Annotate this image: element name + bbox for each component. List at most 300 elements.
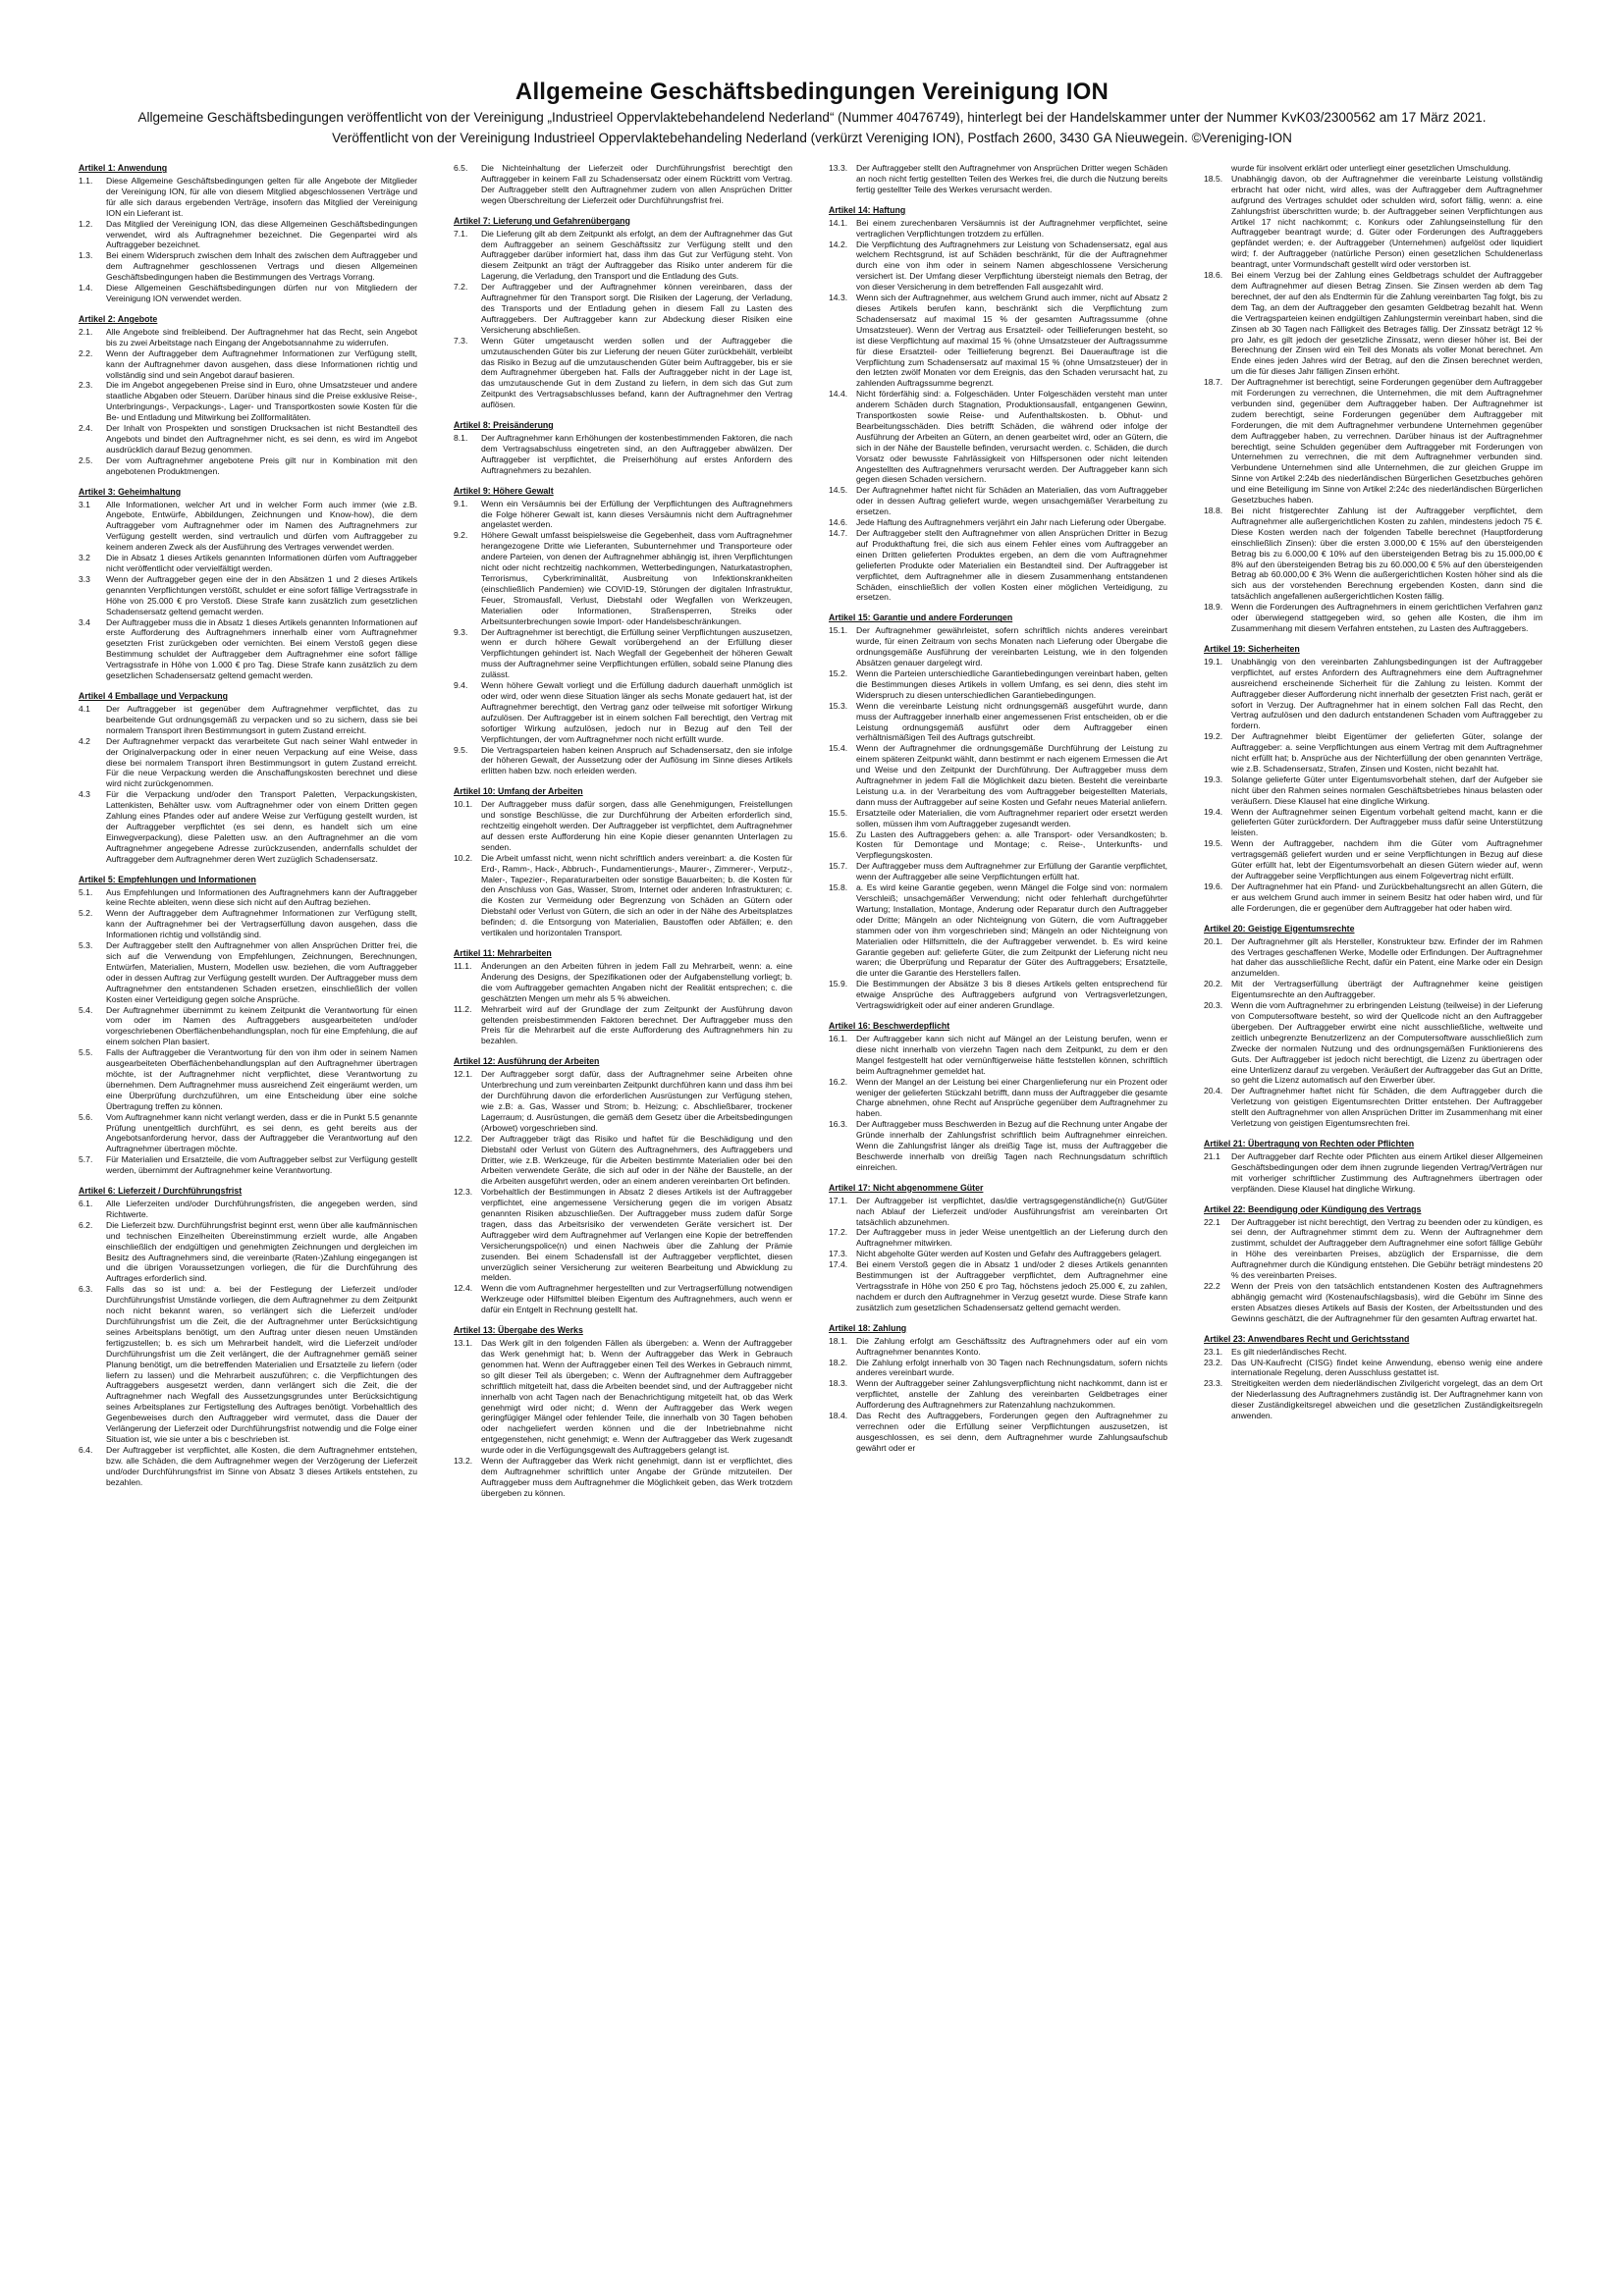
clause xyxy=(1204,1000,1543,1086)
clause-number: 14.6. xyxy=(829,517,848,528)
clause xyxy=(79,348,417,381)
clause-text: Die Vertragsparteien haben keinen Anspruch auf Schadensersatz, den sie infolge der höheren Gewalt, der Aussetzung oder der Auflösung im Sinne dieses Artikels erlitten haben bzw. noch erleiden werden. xyxy=(481,744,792,776)
clause xyxy=(829,1378,1167,1411)
clause-number: 11.2. xyxy=(454,1003,472,1014)
clause xyxy=(454,1456,792,1499)
clause-number: 15.1. xyxy=(829,625,848,636)
article xyxy=(829,205,1167,604)
clause-number: 2.2. xyxy=(79,347,93,358)
clause-text: Die Nichteinhaltung der Lieferzeit oder Durchführungsfrist berechtigt den Auftraggeber in keinem Fall zu Schadensersatz oder einem Rücktritt vom Vertrag. Der Auftraggeber stellt den Auftragnehmer zudem von allen Ansprüchen Dritter wegen Überschreitung der Lieferzeit oder Durchführungsfrist frei. xyxy=(481,163,792,205)
clause-number: 1.1. xyxy=(79,176,93,186)
article xyxy=(829,1323,1167,1454)
clause-text: Der Auftragnehmer bleibt Eigentümer der gelieferten Güter, solange der Auftraggeber: a. seine Verpflichtungen aus einem Vertrag mit dem Auftragnehmer nicht erfüllt hat; b. Ansprüche aus der Nichterfüllung der oben genannten Verträge, wie z.B. Schadensersatz, Strafen, Zinsen und Kosten, nicht bezahlt hat. xyxy=(1231,731,1543,774)
clause-number: 14.1. xyxy=(829,217,848,228)
clause xyxy=(829,1034,1167,1077)
clause xyxy=(1204,774,1543,807)
clause-number: 5.7. xyxy=(79,1154,93,1165)
clause-text: Der Auftragnehmer haftet nicht für Schäden an Materialien, das vom Auftraggeber oder in dessen Auftrag geliefert wurde, wegen unsachgemäßer Verarbeitung zu ersetzen. xyxy=(856,485,1167,517)
clause-number: 17.3. xyxy=(829,1249,848,1259)
clause-number: 20.3. xyxy=(1204,1000,1223,1011)
clause xyxy=(454,627,792,681)
clause xyxy=(79,1112,417,1155)
clause xyxy=(454,799,792,853)
clause-text: Bei einem zurechenbaren Versäumnis ist der Auftragnehmer verpflichtet, seine vertraglichen Verpflichtungen trotzdem zu erfüllen. xyxy=(856,217,1167,239)
clause xyxy=(1204,657,1543,731)
clause xyxy=(829,668,1167,701)
clause-text: Für Materialien und Ersatzteile, die vom Auftraggeber selbst zur Verfügung gestellt werden, übernimmt der Auftragnehmer keine Verantwortung. xyxy=(106,1154,417,1176)
clause-number: 3.2 xyxy=(79,553,90,563)
clause-text: Der Inhalt von Prospekten und sonstigen Drucksachen ist nicht Bestandteil des Angebots und bindet den Auftragnehmer nicht, es sei denn, es wird im Angebot ausdrücklich darauf Bezug genommen. xyxy=(106,423,417,454)
clause-number: 9.1. xyxy=(454,498,468,508)
clause-text: Der Auftraggeber stellt den Auftragnehmer von allen Ansprüchen Dritter in Bezug auf Produkthaftung frei, die sich aus einem Fehler eines vom Auftraggeber an einen Dritten gelieferten Produktes ergeben, an dem die vom Auftragnehmer gelieferten Produkte oder Materialien ein Bestandteil sind. Der Auftraggeber ist verpflichtet, dem Auftragnehmer alle in diesem Zusammenhang entstandenen Schäden, einschließlich der vollen Kosten einer möglichen Verteidigung, zu ersetzen. xyxy=(856,528,1167,603)
clause xyxy=(79,283,417,304)
clause xyxy=(1204,881,1543,914)
article xyxy=(1204,644,1543,914)
article xyxy=(454,948,792,1046)
clause xyxy=(829,517,1167,528)
clause xyxy=(829,1411,1167,1454)
clause-number: 14.3. xyxy=(829,293,848,303)
clause xyxy=(829,1336,1167,1358)
clause-text: Mehrarbeit wird auf der Grundlage der zum Zeitpunkt der Ausführung davon geltenden preisbestimmenden Faktoren berechnet. Der Auftraggeber muss den Preis für die Mehrarbeit auf die erste Aufforderung des Auftragnehmers hin zu bezahlen. xyxy=(481,1003,792,1046)
clause-text: Wenn die vereinbarte Leistung nicht ordnungsgemäß ausgeführt wurde, dann muss der Auftraggeber innerhalb einer angemessenen Frist entscheiden, ob er die Leistung ordnungsgemäß ausführt oder dem Auftraggeber einen verhältnismäßigen Teil des Auftrags gutschreibt. xyxy=(856,700,1167,743)
clause-text: Der Auftraggeber muss dem Auftragnehmer zur Erfüllung der Garantie verpflichtet, wenn der Auftraggeber alle seine Verpflichtungen erfüllt hat. xyxy=(856,861,1167,882)
clause-text: a. Es wird keine Garantie gegeben, wenn Mängel die Folge sind von: normalem Verschleiß; unsachgemäßer Verwendung; nicht oder fehlerhaft durchgeführter Wartung; Installation, Montage, Änderung oder Reparatur durch den Auftraggeber oder Dritte; Mängeln an oder Nichteignung von Gütern, die vom Auftraggeber stammen oder von ihm vorgeschrieben sind; Mängeln an oder Nichteignung von Materialien oder Hilfsmitteln, die der Auftraggeber verwendet. b. Es wird keine Garantie gegeben auf: gelieferte Güter, die zum Zeitpunkt der Lieferung nicht neu waren; die Überprüfung und Reparatur der Güter des Auftraggebers; Ersatzteile, die unter die Garantie des Herstellers fallen. xyxy=(856,882,1167,979)
clause-text: Bei einem Widerspruch zwischen dem Inhalt des zwischen dem Auftraggeber und dem Auftragnehmer geschlossenen Vertrags und diesen Allgemeinen Geschäftsbedingungen haben die Bestimmungen des Vertrags Vorrang. xyxy=(106,250,417,283)
clause-number: 16.2. xyxy=(829,1076,848,1087)
article-heading: Artikel 21: Übertragung von Rechten oder Pflichten xyxy=(1204,1138,1415,1148)
clause-text: Für die Verpackung und/oder den Transport Paletten, Verpackungskisten, Lattenkisten, Behälter usw. vom Auftragnehmer oder von einem Dritten gegen Zahlung eines Pfandes oder auf andere Weise zur Verfügung gestellt wurden, ist der Auftraggeber verpflichtet (es sei denn, es handelt sich um eine Einwegverpackung), diese Paletten usw. an den Auftragnehmer an die vom Auftragnehmer angegebene Adresse zurückzusenden, andernfalls schuldet der Auftraggeber dem Auftragnehmer deren Wert zuzüglich Schadensersatz. xyxy=(106,789,417,864)
clause xyxy=(79,1154,417,1176)
clause xyxy=(829,829,1167,862)
article-heading: Artikel 7: Lieferung und Gefahrenübergang xyxy=(454,215,630,226)
clause xyxy=(454,1283,792,1315)
clause-text: Wenn die Parteien unterschiedliche Garantiebedingungen vereinbart haben, gelten die Bestimmungen dieses Artikels in vollem Umfang, es sei denn, dies steht im Widerspruch zu diesen unterschiedlichen Garantiebedingungen. xyxy=(856,667,1167,700)
clause xyxy=(79,736,417,790)
clause-number: 19.1. xyxy=(1204,656,1223,667)
column-1 xyxy=(79,163,417,2264)
clause-number: 7.3. xyxy=(454,335,468,346)
clause-number: 22.2 xyxy=(1204,1281,1220,1291)
clause xyxy=(829,882,1167,979)
clause xyxy=(1204,731,1543,774)
clause xyxy=(1204,1086,1543,1129)
clause xyxy=(829,979,1167,1011)
clause xyxy=(829,389,1167,485)
clause-text: Wenn Güter umgetauscht werden sollen und der Auftraggeber die umzutauschenden Güter bis zur Lieferung der neuen Güter zurückbehält, verbleibt das Risiko in Bezug auf die umzutauschenden Güter beim Auftraggeber, bis er sie dem Auftragnehmer übergeben hat. Falls der Auftraggeber nicht in der Lage ist, das umzutauschende Gut in dem Zustand zu liefern, in dem sich das Gut zum Zeitpunkt des Vertragsabschlusses befand, kann der Auftragnehmer den Vertrag auflösen. xyxy=(481,335,792,410)
clause-number: 19.6. xyxy=(1204,881,1223,891)
clause-number: 8.1. xyxy=(454,433,468,444)
clause-number: 4.2 xyxy=(79,735,90,746)
clause-number: 13.1. xyxy=(454,1338,473,1349)
clause-text: Wenn der Auftraggeber dem Auftragnehmer Informationen zur Verfügung stellt, kann der Auftragnehmer bei der Vertragserfüllung davon ausgehen, dass die Informationen richtig und vollständig sind. xyxy=(106,908,417,940)
clause xyxy=(1204,1151,1543,1195)
clause xyxy=(1204,936,1543,980)
article xyxy=(1204,163,1543,634)
clause-number: 23.2. xyxy=(1204,1357,1223,1367)
header-line-2: Veröffentlicht von der Vereinigung Industrieel Oppervlaktebehandeling Nederland (verkürzt Vereniging ION), Postfach 2600, 3430 GA Nieuwegein. ©Vereniging-ION xyxy=(332,131,1292,145)
clause xyxy=(1204,807,1543,839)
clause-number: 5.5. xyxy=(79,1047,93,1058)
clause-number: 17.2. xyxy=(829,1227,848,1238)
clause-number: 10.2. xyxy=(454,852,473,863)
clause-text: Bei einem Verstoß gegen die in Absatz 1 und/oder 2 dieses Artikels genannten Bestimmungen ist der Auftraggeber verpflichtet, dem Auftragnehmer eine Vertragsstrafe in Höhe von 250 € pro Tag, höchstens jedoch 25.000 €, zu zahlen, nachdem er durch den Auftragnehmer in Verzug gesetzt wurde. Diese Strafe kann zusätzlich zum gesetzlichen Schadensersatz geltend gemacht werden. xyxy=(856,1259,1167,1312)
clause-number: 23.3. xyxy=(1204,1378,1223,1389)
clause xyxy=(79,704,417,736)
clause xyxy=(1204,602,1543,634)
clause-number: 5.3. xyxy=(79,940,93,951)
clause xyxy=(1204,1358,1543,1379)
clause-text: Falls das so ist und: a. bei der Festlegung der Lieferzeit und/oder Durchführungsfrist Umstände vorliegen, die dem Auftragnehmer zu dem Zeitpunkt noch nicht bekannt waren, so verlängert sich die Lieferzeit und/oder Durchführungsfrist um die Zeit, die der Auftragnehmer unter Berücksichtigung seines Arbeitsplans benötigt, um den Auftrag unter diesen neuen Umständen fertigzustellen; b. es sich um Mehrarbeit handelt, wird die Lieferzeit und/oder Durchführungsfrist um die Zeit verlängert, die der Auftragnehmer gemäß seiner Planung benötigt, um die betreffenden Materialien und Ersatzteile zu liefern (oder liefern zu lassen) und die Mehrarbeit auszuführen; c. die Verpflichtungen des Auftraggebers ausgesetzt werden, dann verlängert sich die Zeit, die der Auftragnehmer nach Wegfall des Aussetzungsgrundes unter Berücksichtigung seines Arbeitsplanes zur Fertigstellung des Auftrages benötigt. Vorbehaltlich des Gegenbeweises durch den Auftraggeber wird vermutet, dass die Dauer der Verlängerung der Lieferzeit oder Durchführungsfrist notwendig und die Folge einer Situation ist, wie sie unter a bis c beschrieben ist. xyxy=(106,1284,417,1444)
clause-text: Diese Allgemeine Geschäftsbedingungen gelten für alle Angebote der Mitglieder der Vereinigung ION, für alle von diesem Mitglied abgeschlossenen Verträge und für alle sich daraus ergebenden Verträge, insofern das Mitglied der Vereinigung ION ein Lieferant ist. xyxy=(106,176,417,218)
clause-text: Wenn ein Versäumnis bei der Erfüllung der Verpflichtungen des Auftragnehmers die Folge höherer Gewalt ist, kann dieses Versäumnis nicht dem Auftragnehmer angelastet werden. xyxy=(481,498,792,530)
clause-number: 6.1. xyxy=(79,1199,93,1209)
article xyxy=(829,163,1167,195)
clause-text: Aus Empfehlungen und Informationen des Auftragnehmers kann der Auftraggeber keine Rechte ableiten, wenn diese sich nicht auf den Auftrag beziehen. xyxy=(106,886,417,908)
article xyxy=(79,1186,417,1487)
clause-text: Jede Haftung des Auftragnehmers verjährt ein Jahr nach Lieferung oder Übergabe. xyxy=(856,517,1166,528)
clause xyxy=(1204,174,1543,270)
article xyxy=(1204,1204,1543,1324)
clause xyxy=(79,500,417,554)
article-heading: Artikel 18: Zahlung xyxy=(829,1322,907,1333)
clause-number: 5.6. xyxy=(79,1111,93,1122)
clause-number: 19.5. xyxy=(1204,838,1223,849)
clause-number: 17.4. xyxy=(829,1259,848,1270)
clause-number: 15.9. xyxy=(829,979,848,989)
article-heading: Artikel 16: Beschwerdepflicht xyxy=(829,1020,950,1031)
clause-number: 18.3. xyxy=(829,1378,848,1389)
clause xyxy=(1204,1217,1543,1281)
clause-text: Der Auftraggeber ist verpflichtet, alle Kosten, die dem Auftragnehmer entstehen, bzw. alle Schäden, die dem Auftragnehmer wegen der Verzögerung der Lieferzeit und/oder Durchführungsfrist im Sinne von Absatz 3 dieses Artikels entstehen, zu bezahlen. xyxy=(106,1444,417,1487)
clause-number: 14.5. xyxy=(829,485,848,496)
clause-text: Solange gelieferte Güter unter Eigentumsvorbehalt stehen, darf der Aufgeber sie nicht über den Rahmen seines normalen Geschäftsbetriebes hinaus belasten oder veräußern. Diese Klausel hat eine dingliche Wirkung. xyxy=(1231,774,1543,806)
clause xyxy=(829,625,1167,668)
clause-text: wurde für insolvent erklärt oder unterliegt einer gesetzlichen Umschuldung. xyxy=(1231,163,1511,173)
article-heading: Artikel 23: Anwendbares Recht und Gerichtsstand xyxy=(1204,1333,1410,1344)
clause xyxy=(454,433,792,476)
clause-text: Der Auftraggeber und der Auftragnehmer können vereinbaren, dass der Auftragnehmer für den Transport sorgt. Die Risiken der Lagerung, der Verladung, des Transports und der Entladung gehen in diesem Fall zu Lasten des Auftraggebers. Der Auftraggeber kann zur Abdeckung dieser Risiken eine Versicherung abschließen. xyxy=(481,282,792,335)
article-heading: Artikel 20: Geistige Eigentumsrechte xyxy=(1204,923,1355,934)
clause-number: 12.1. xyxy=(454,1069,473,1080)
clause-text: Der Auftragnehmer übernimmt zu keinem Zeitpunkt die Verantwortung für einen vom oder im Namen des Auftraggebers ausgearbeiteten und/oder vorgeschriebenen Oberflächenbehandlungsplan, noch für eine Empfehlung, die auf einem solchen Plan basiert. xyxy=(106,1004,417,1047)
clause-number: 6.4. xyxy=(79,1444,93,1455)
clause xyxy=(454,1004,792,1047)
clause xyxy=(79,617,417,681)
clause-text: Die Bestimmungen der Absätze 3 bis 8 dieses Artikels gelten entsprechend für etwaige Ansprüche des Auftraggebers aufgrund von Vertragsverletzungen, Vertragswidrigkeit oder auf einer anderen Grundlage. xyxy=(856,979,1167,1011)
clause-text: Wenn der Auftraggeber gegen eine der in den Absätzen 1 und 2 dieses Artikels genannten Verpflichtungen verstößt, schuldet er eine sofort fällige Vertragsstrafe in Höhe von 25.000 € pro Verstoß. Diese Strafe kann zusätzlich zum gesetzlichen Schadensersatz geltend gemacht werden. xyxy=(106,573,417,616)
clause xyxy=(454,282,792,336)
clause-number: 21.1 xyxy=(1204,1150,1220,1161)
clause-number: 13.3. xyxy=(829,163,848,173)
clause xyxy=(829,163,1167,195)
clause xyxy=(829,1077,1167,1120)
article xyxy=(454,1325,792,1499)
clause xyxy=(79,1047,417,1111)
clause xyxy=(1204,1378,1543,1421)
clause-text: Die Lieferzeit bzw. Durchführungsfrist beginnt erst, wenn über alle kaufmännischen und technischen Einzelheiten Übereinstimmung erzielt wurde, alle Angaben einschließlich der endgültigen und genehmigten Zeichnungen und dergleichen im Besitz des Auftragnehmers sind, die vereinbarte (Raten-)Zahlung eingegangen ist und die übrigen Voraussetzungen vorliegen, die für die Durchführung des Auftrages erforderlich sind. xyxy=(106,1219,417,1284)
clause-number: 3.3 xyxy=(79,573,90,584)
clause-text: Der Auftraggeber muss Beschwerden in Bezug auf die Rechnung unter Angabe der Gründe innerhalb der Zahlungsfrist schriftlich beim Auftragnehmer einreichen. Wenn die Zahlungsfrist länger als dreißig Tage ist, muss der Auftraggeber die Beschwerde innerhalb von dreißig Tagen nach Rechnungsdatum schriftlich einreichen. xyxy=(856,1119,1167,1172)
clause-text: Wenn der Auftraggeber seiner Zahlungsverpflichtung nicht nachkommt, dann ist er verpflichtet, anstelle der Zahlung des vereinbarten Geldbetrages einer Aufforderung des Auftragnehmers zur Ratenzahlung nachzukommen. xyxy=(856,1378,1167,1411)
clause xyxy=(79,176,417,219)
clause-text: Ersatzteile oder Materialien, die vom Auftragnehmer repariert oder ersetzt werden sollen, müssen ihm vom Auftraggeber zugesandt werden. xyxy=(856,807,1167,828)
clause xyxy=(79,887,417,909)
clause-text: Der Auftragnehmer ist berechtigt, die Erfüllung seiner Verpflichtungen auszusetzen, wenn er durch höhere Gewalt vorübergehend an der Erfüllung dieser Verpflichtungen gehindert ist. Nach Wegfall der Gegebenheit der höheren Gewalt muss der Auftragnehmer seine Verpflichtungen erfüllen, sobald seine Planung dies zulässt. xyxy=(481,626,792,680)
clause xyxy=(454,1338,792,1456)
clause xyxy=(1204,1281,1543,1324)
clause-text: Der Auftraggeber kann sich nicht auf Mängel an der Leistung berufen, wenn er diese nicht innerhalb von vierzehn Tagen nach dem Zeitpunkt, zu dem er den Mangel festgestellt hat oder vernünftigerweise hätte feststellen können, schriftlich beim Auftragnehmer gemeldet hat. xyxy=(856,1033,1167,1076)
clause-text: Nicht abgeholte Güter werden auf Kosten und Gefahr des Auftraggebers gelagert. xyxy=(856,1249,1163,1259)
clause-text: Der Auftragnehmer ist berechtigt, seine Forderungen gegenüber dem Auftraggeber mit Forderungen zu verrechnen, die Unternehmen, die mit dem Auftragnehmer verbunden sind, gegenüber dem Auftraggeber haben. Der Auftragnehmer ist zudem berechtigt, seine Forderungen gegenüber dem Auftraggeber mit Forderungen, die mit dem Auftragnehmer verbundene Unternehmen gegenüber dem Auftraggeber haben, zu verrechnen. Darüber hinaus ist der Auftragnehmer berechtigt, seine Schulden gegenüber dem Auftraggeber mit Forderungen von Unternehmen zu verrechnen, die mit dem Auftragnehmer verbunden sind. Verbundene Unternehmen sind alle Unternehmen, die zur gleichen Gruppe im Sinne von Artikel 2:24b des niederländischen Bürgerlichen Gesetzbuches gehören und eine Beteiligung im Sinne von Artikel 2:24c des niederländischen Bürgerlichen Gesetzbuches haben. xyxy=(1231,377,1543,506)
article xyxy=(829,1183,1167,1313)
article xyxy=(79,487,417,681)
clause-number: 16.3. xyxy=(829,1119,848,1130)
article-heading: Artikel 13: Übergabe des Werks xyxy=(454,1325,583,1336)
article xyxy=(454,486,792,777)
clause-text: Der Auftraggeber ist verpflichtet, das/die vertragsgegenständliche(n) Gut/Güter nach Ablauf der Lieferzeit und/oder Ausführungsfrist am vereinbarten Ort tatsächlich abzunehmen. xyxy=(856,1195,1167,1227)
clause-number: 1.2. xyxy=(79,218,93,229)
clause-number: 18.2. xyxy=(829,1357,848,1367)
clause-text: Der Auftragnehmer hat ein Pfand- und Zurückbehaltungsrecht an allen Gütern, die er aus welchem Grund auch immer in seinem Besitz hat oder haben wird, und für alle Forderungen, die er gegenüber dem Auftraggeber hat oder haben wird. xyxy=(1231,881,1543,913)
clause-number: 3.1 xyxy=(79,499,90,509)
clause-number: 6.3. xyxy=(79,1284,93,1295)
clause xyxy=(79,250,417,283)
clause-number: 15.3. xyxy=(829,700,848,711)
clause xyxy=(454,1134,792,1188)
clause xyxy=(79,1199,417,1220)
clause xyxy=(829,743,1167,807)
clause-number: 6.5. xyxy=(454,163,468,173)
clause-number: 18.6. xyxy=(1204,270,1223,281)
column-4 xyxy=(1204,163,1543,2264)
clause-number: 6.2. xyxy=(79,1219,93,1230)
clause-number: 15.7. xyxy=(829,861,848,872)
clause xyxy=(79,327,417,348)
clause xyxy=(454,745,792,777)
clause xyxy=(829,1119,1167,1173)
clause-text: Die in Absatz 1 dieses Artikels genannten Informationen dürfen vom Auftraggeber nicht veröffentlicht oder vervielfältigt werden. xyxy=(106,553,417,573)
clause-number: 18.8. xyxy=(1204,506,1223,515)
clause-text: Wenn höhere Gewalt vorliegt und die Erfüllung dadurch dauerhaft unmöglich ist oder wird, oder wenn diese Situation länger als sechs Monate gedauert hat, ist der Auftragnehmer berechtigt, den Vertrag ganz oder teilweise mit sofortiger Wirkung aufzulösen. Der Auftraggeber ist in einem solchen Fall berechtigt, den Vertrag mit sofortiger Wirkung aufzulösen, jedoch nur in Bezug auf den Teil der Verpflichtungen, der vom Auftragnehmer noch nicht erfüllt wurde. xyxy=(481,680,792,744)
clause-text: Der Auftragnehmer verpackt das verarbeitete Gut nach seiner Wahl entweder in der Originalverpackung oder in einer neuen Verpackung auf eine Weise, dass diese bei normalem Transport ihren Bestimmungsort in gutem Zustand erreicht. Für die neue Verpackung werden die Anschaffungskosten berechnet und diese wird nicht zurückgenommen. xyxy=(106,735,417,789)
clause-text: Der Auftraggeber muss in jeder Weise unentgeltlich an der Lieferung durch den Auftragnehmer mitwirken. xyxy=(856,1227,1167,1249)
clause-number: 20.1. xyxy=(1204,935,1223,946)
clause xyxy=(79,553,417,574)
article-heading: Artikel 8: Preisänderung xyxy=(454,420,554,431)
document-title: Allgemeine Geschäftsbedingungen Vereinigung ION xyxy=(514,79,1110,105)
clause-text: Der Auftraggeber muss die in Absatz 1 dieses Artikels genannten Informationen auf erste Aufforderung des Auftragnehmers innerhalb einer vom Auftragnehmer gesetzten Frist zurückgeben oder vernichten. Bei einem Verstoß gegen diese Bestimmung schuldet der Auftraggeber dem Auftragnehmer eine sofort fällige Vertragsstrafe in Höhe von 1.000 € pro Tag. Diese Strafe kann zusätzlich zu dem gesetzlichen Schadensersatz geltend gemacht werden. xyxy=(106,616,417,681)
clause-number: 9.4. xyxy=(454,680,468,691)
clause-text: Änderungen an den Arbeiten führen in jedem Fall zu Mehrarbeit, wenn: a. eine Änderung des Designs, der Spezifikationen oder der Aufgabenstellung vorliegt; b. die vom Auftraggeber gemachten Angaben nicht der Realität entsprechen; c. die geschätzten Mengen um mehr als 5 % abweichen. xyxy=(481,961,792,1003)
clause-number: 18.9. xyxy=(1204,602,1223,613)
clause-text: Der Auftraggeber trägt das Risiko und haftet für die Beschädigung und den Diebstahl oder Verlust von Gütern des Auftragnehmers, des Auftraggebers und Dritter, wie z.B. Werkzeuge, für die Arbeiten bestimmte Materialien oder bei den Arbeiten verwendete Geräte, die sich auf oder in der Nähe der Baustelle, an der die Arbeiten ausgeführt werden, oder an einem anderen vereinbarten Ort befinden. xyxy=(481,1133,792,1187)
clause xyxy=(1204,377,1543,506)
clause xyxy=(829,808,1167,829)
clause xyxy=(454,853,792,938)
clause-text: Streitigkeiten werden dem niederländischen Zivilgericht vorgelegt, das an dem Ort der Niederlassung des Auftragnehmers zuständig ist. Der Auftragnehmer kann von dieser Zuständigkeitsregel abweichen und die gesetzlichen Zuständigkeitsregeln anwenden. xyxy=(1231,1378,1543,1421)
clause-text: Unabhängig von den vereinbarten Zahlungsbedingungen ist der Auftraggeber verpflichtet, auf erstes Anfordern des Auftragnehmers eine dem Auftragnehmer ausreichend erscheinende Sicherheit für die Zahlung zu leisten. Kommt der Auftraggeber dieser Aufforderung nicht innerhalb der gesetzten Frist nach, gerät er sofort in Verzug. Der Auftragnehmer hat in einem solchen Fall das Recht, den Vertrag aufzulösen und den dadurch entstandenen Schaden vom Auftraggeber zu fordern. xyxy=(1231,656,1543,731)
clause-number: 2.3. xyxy=(79,380,93,391)
clause-text: Der Auftragnehmer haftet nicht für Schäden, die dem Auftraggeber durch die Verletzung von geistigen Eigentumsrechten Dritter entstehen. Der Auftraggeber stellt den Auftragnehmer von allen Ansprüchen Dritter im Zusammenhang mit einer Verletzung von geistigen Eigentumsrechten frei. xyxy=(1231,1086,1543,1129)
clause-text: Falls der Auftraggeber die Verantwortung für den von ihm oder in seinem Namen ausgearbeiteten Oberflächenbehandlungsplan auf den Auftragnehmer übertragen möchte, ist der Auftragnehmer nicht verpflichtet, diese Verantwortung zu übernehmen. Dem Auftragnehmer muss ausreichend Zeit eingeräumt werden, um eine Überprüfung durchzuführen, um eine Entscheidung über eine solche Übertragung treffen zu können. xyxy=(106,1047,417,1111)
clause-text: Das Recht des Auftraggebers, Forderungen gegen den Auftragnehmer zu verrechnen oder die Erfüllung seiner Verpflichtungen auszusetzen, ist ausgeschlossen, es sei denn, dem Auftragnehmer wurde Zahlungsaufschub gewährt oder er xyxy=(856,1411,1167,1453)
clause-text: Der Auftraggeber stellt den Auftragnehmer von Ansprüchen Dritter wegen Schäden an noch nicht fertig gestellten Teilen des Werkes frei, die durch die Nutzung bereits fertig gestellter Teile des Werkes verursacht werden. xyxy=(856,163,1167,194)
clause-text: Bei einem Verzug bei der Zahlung eines Geldbetrags schuldet der Auftraggeber dem Auftragnehmer auf diesen Betrag Zinsen. Sie Zinsen werden ab dem Tag berechnet, der auf den als Endtermin für die Zahlung vereinbarten Tag folgt, bis zu dem Tag, an dem der Auftraggeber den gesamten Geldbetrag bezahlt hat. Wenn die Vertragsparteien keinen endgültigen Zahlungstermin vereinbart haben, sind die Zinsen ab 30 Tagen nach Fälligkeit des Betrages fällig. Der Zinssatz beträgt 12 % pro Jahr, es gilt jedoch der gesetzliche Zinssatz, wenn dieser höher ist. Bei der Berechnung der Zinsen wird ein Teil des Monats als voller Monat berechnet. Am Ende eines jeden Jahres wird der Betrag, auf den die Zinsen berechnet werden, um die für dieses Jahr fälligen Zinsen erhöht. xyxy=(1231,270,1543,377)
clause-text: Unabhängig davon, ob der Auftragnehmer die vereinbarte Leistung vollständig erbracht hat oder nicht, wird alles, was der Auftraggeber dem Auftragnehmer aufgrund des Vertrages schuldet oder schulden wird, sofort fällig, wenn: a. eine Zahlungsfrist überschritten wurde; b. der Auftraggeber seinen Verpflichtungen aus Artikel 17 nicht nachkommt; c. Konkurs oder Zahlungseinstellung für den Auftraggeber beantragt wurde; d. Güter oder Forderungen des Auftraggebers gepfändet werden; e. der Auftraggeber (Unternehmen) aufgelöst oder liquidiert wird; f. der Auftraggeber (natürliche Person) einen gesetzlichen Schuldenerlass beantragt, unter Vormundschaft gestellt wird oder verstorben ist. xyxy=(1231,173,1543,270)
clause-number: 18.1. xyxy=(829,1335,848,1346)
article-heading: Artikel 9: Höhere Gewalt xyxy=(454,485,554,496)
article-heading: Artikel 10: Umfang der Arbeiten xyxy=(454,786,583,797)
clause-number: 14.2. xyxy=(829,239,848,249)
column-2 xyxy=(454,163,792,2264)
clause-number: 1.4. xyxy=(79,283,93,294)
article xyxy=(1204,1139,1543,1195)
clause xyxy=(454,163,792,206)
clause-text: Nicht förderfähig sind: a. Folgeschäden. Unter Folgeschäden versteht man unter anderem Schäden durch Stagnation, Produktionsausfall, entgangenen Gewinn, Transportkosten sowie Reise- und Aufenthaltskosten. b. Obhut- und Bearbeitungsschäden. Dies betrifft Schäden, die während oder infolge der Ausführung der Arbeiten an Gütern, an denen gearbeitet wird, oder an Gütern, die sich in der Nähe der Baustelle befinden, verursacht werden. c. Schäden, die durch Vorsatz oder bewusste Fahrlässigkeit von Hilfspersonen oder nicht leitenden Angestellten des Auftragnehmers verursacht werden. Der Auftraggeber kann sich gegen diesen Schaden versichern. xyxy=(856,389,1167,485)
clause xyxy=(454,1069,792,1133)
clause-number: 12.4. xyxy=(454,1283,473,1294)
article xyxy=(79,875,417,1176)
article-heading: Artikel 1: Anwendung xyxy=(79,163,168,173)
article xyxy=(79,314,417,477)
clause-text: Der Auftraggeber muss dafür sorgen, dass alle Genehmigungen, Freistellungen und sonstige Beschlüsse, die zur Durchführung der Arbeiten erforderlich sind, rechtzeitig eingeholt werden. Der Auftraggeber ist verpflichtet, dem Auftragnehmer auf dessen erste Aufforderung hin eine Kopie dieser genannten Unterlagen zu senden. xyxy=(481,799,792,852)
article xyxy=(454,786,792,938)
article-heading: Artikel 15: Garantie und andere Forderungen xyxy=(829,613,1013,623)
clause xyxy=(829,701,1167,744)
clause-number: 2.1. xyxy=(79,326,93,337)
clause xyxy=(79,380,417,423)
clause-number: 15.4. xyxy=(829,743,848,754)
clause-text: Das Mitglied der Vereinigung ION, das diese Allgemeinen Geschäftsbedingungen verwendet, wird als Auftragnehmer bezeichnet. Die Gegenpartei wird als Auftraggeber bezeichnet. xyxy=(106,218,417,250)
clause xyxy=(1204,506,1543,602)
clause-text: Der vom Auftragnehmer angebotene Preis gilt nur in Kombination mit den angebotenen Produktmengen. xyxy=(106,454,417,476)
clause xyxy=(454,961,792,1004)
clause xyxy=(1204,270,1543,377)
clause-text: Der Auftragnehmer kann Erhöhungen der kostenbestimmenden Faktoren, die nach dem Vertragsabschluss eingetreten sind, an den Auftraggeber abwälzen. Der Auftraggeber ist verpflichtet, die Preiserhöhung auf erstes Anfordern des Auftragnehmers zu bezahlen. xyxy=(481,433,792,475)
clause-number: 17.1. xyxy=(829,1195,848,1205)
article-heading: Artikel 17: Nicht abgenommene Güter xyxy=(829,1182,984,1193)
clause xyxy=(454,229,792,283)
clause-number: 14.4. xyxy=(829,389,848,400)
clause-number: 15.5. xyxy=(829,807,848,818)
clause xyxy=(79,789,417,864)
clause-number: 18.4. xyxy=(829,1411,848,1421)
clause-number: 18.5. xyxy=(1204,173,1223,184)
article-heading: Artikel 14: Haftung xyxy=(829,204,906,215)
clause-number: 11.1. xyxy=(454,961,472,971)
clause-number: 4.1 xyxy=(79,703,90,714)
clause xyxy=(829,1249,1167,1259)
clause-text: Der Auftraggeber ist nicht berechtigt, den Vertrag zu beenden oder zu kündigen, es sei denn, der Auftragnehmer stimmt dem zu. Wenn der Auftragnehmer dem zustimmt, schuldet der Auftraggeber dem Auftragnehmer eine sofort fällige Gebühr in Höhe des vereinbarten Preises, abzüglich der Ersparnisse, die dem Auftragnehmer durch die Kündigung entstehen. Die Gebühr beträgt mindestens 20 % des vereinbarten Preises. xyxy=(1231,1216,1543,1281)
clause-text: Der Auftraggeber ist gegenüber dem Auftragnehmer verpflichtet, das zu bearbeitende Gut ordnungsgemäß zu verpacken und so zu sichern, dass sie bei normalem Transport ihren Bestimmungsort in gutem Zustand erreicht. xyxy=(106,703,417,735)
clause xyxy=(829,1259,1167,1313)
clause-text: Wenn die vom Auftragnehmer hergestellten und zur Vertragserfüllung notwendigen Werkzeuge oder Hilfsmittel bleiben Eigentum des Auftragnehmers, auch wenn er dafür ein Entgelt in Rechnung gestellt hat. xyxy=(481,1283,792,1315)
clause xyxy=(79,1284,417,1445)
clause-text: Das UN-Kaufrecht (CISG) findet keine Anwendung, ebenso wenig eine andere internationale Regelung, deren Ausschluss gestattet ist. xyxy=(1231,1357,1543,1378)
clause-number: 2.5. xyxy=(79,454,93,465)
article-heading: Artikel 5: Empfehlungen und Informationen xyxy=(79,874,256,884)
clause xyxy=(454,336,792,410)
clause-text: Die Verpflichtung des Auftragnehmers zur Leistung von Schadensersatz, egal aus welchem Rechtsgrund, ist auf Schäden beschränkt, für die der Auftragnehmer durch eine von ihm oder in seinem Namen abgeschlossene Versicherung versichert ist. Der Umfang dieser Verpflichtung übersteigt niemals den Betrag, der von dieser Versicherung in dem betreffenden Fall ausgezahlt wird. xyxy=(856,239,1167,293)
clause-text: Der Auftraggeber stellt den Auftragnehmer von allen Ansprüchen Dritter frei, die sich auf die Verwendung von Empfehlungen, Zeichnungen, Berechnungen, Entwürfen, Materialien, Mustern, Modellen usw. beziehen, die vom Auftraggeber oder in dessen Auftrag zur Verfügung gestellt wurden. Der Auftraggeber muss dem Auftragnehmer den entstandenen Schaden ersetzen, einschließlich der vollen Kosten einer Verteidigung gegen solche Ansprüche. xyxy=(106,940,417,1004)
clause-text: Das Werk gilt in den folgenden Fällen als übergeben: a. Wenn der Auftraggeber das Werk genehmigt hat; b. Wenn der Auftraggeber das Werk in Gebrauch genommen hat. Wenn der Auftraggeber einen Teil des Werkes in Gebrauch nimmt, so gilt dieser Teil als übergeben; c. Wenn der Auftragnehmer dem Auftraggeber schriftlich mitgeteilt hat, dass die Arbeiten beendet sind, und der Auftraggeber nicht innerhalb von acht Tagen nach der Benachrichtigung mitgeteilt hat, ob das Werk genehmigt wird oder nicht; d. Wenn der Auftraggeber das Werk wegen geringfügiger Mängel oder fehlender Teile, die innerhalb von 30 Tagen behoben oder nachgeliefert werden können und die der Inbetriebnahme nicht entgegenstehen, nicht genehmigt; e. Wenn der Auftraggeber das Werk zugesandt wurde oder in die Verfügungsgewalt des Auftraggebers gelangt ist. xyxy=(481,1338,792,1456)
clause-number: 5.4. xyxy=(79,1004,93,1015)
clause-text: Alle Lieferzeiten und/oder Durchführungsfristen, die angegeben werden, sind Richtwerte. xyxy=(106,1199,417,1219)
clause xyxy=(829,218,1167,240)
article xyxy=(1204,1334,1543,1421)
clause-number: 19.4. xyxy=(1204,806,1223,817)
clause xyxy=(79,908,417,940)
article-heading: Artikel 22: Beendigung oder Kündigung des Vertrags xyxy=(1204,1203,1422,1214)
article xyxy=(79,163,417,304)
clause xyxy=(79,940,417,1004)
clause xyxy=(829,240,1167,294)
clause xyxy=(454,680,792,744)
clause-number: 3.4 xyxy=(79,616,90,627)
clause-number: 15.2. xyxy=(829,667,848,678)
clause-number: 16.1. xyxy=(829,1033,848,1043)
article xyxy=(454,163,792,206)
clause xyxy=(79,1445,417,1488)
clause-text: Es gilt niederländisches Recht. xyxy=(1231,1346,1347,1357)
clause-text: Die Zahlung erfolgt innerhalb von 30 Tagen nach Rechnungsdatum, sofern nichts anderes vereinbart wurde. xyxy=(856,1357,1167,1378)
column-3 xyxy=(829,163,1167,2264)
clause-text: Wenn der Auftraggeber, nachdem ihm die Güter vom Auftragnehmer vertragsgemäß geliefert wurden und er seine Verpflichtungen in Bezug auf diese Güter erfüllt hat, lebt der Eigentumsvorbehalt an diesen Gütern wieder auf, wenn der Auftraggeber seine Verpflichtungen aus einem Folgevertrag nicht erfüllt. xyxy=(1231,838,1543,881)
clause-text: Wenn der Auftraggeber das Werk nicht genehmigt, dann ist er verpflichtet, dies dem Auftragnehmer schriftlich unter Angabe der Gründe mitzuteilen. Der Auftraggeber muss dem Auftragnehmer die Möglichkeit geben, das Werk trotzdem übergeben zu können. xyxy=(481,1456,792,1498)
clause xyxy=(79,219,417,251)
article-heading: Artikel 4 Emballage und Verpackung xyxy=(79,690,229,701)
clause-text: Alle Angebote sind freibleibend. Der Auftragnehmer hat das Recht, sein Angebot bis zu zwei Arbeitstage nach Eingang der Angebotsannahme zu widerrufen. xyxy=(106,326,417,347)
clause xyxy=(829,528,1167,603)
clause-number: 23.1. xyxy=(1204,1346,1223,1357)
clause-text: Der Auftraggeber sorgt dafür, dass der Auftragnehmer seine Arbeiten ohne Unterbrechung und zum vereinbarten Zeitpunkt durchführen kann und dass ihm bei der Durchführung davon die erforderlichen Ausrüstungen zur Verfügung stehen, wie z.B: a. Gas, Wasser und Strom; b. Heizung; c. Abschließbarer, trockener Lagerraum; d. Ausrüstungen, die gemäß dem Gesetz über die Arbeitsbedingungen (Arbowet) vorgeschrieben sind. xyxy=(481,1069,792,1133)
article-heading: Artikel 6: Lieferzeit / Durchführungsfrist xyxy=(79,1186,243,1197)
article-heading: Artikel 19: Sicherheiten xyxy=(1204,643,1300,654)
clause-text: Alle Informationen, welcher Art und in welcher Form auch immer (wie z.B. Angebote, Entwürfe, Abbildungen, Zeichnungen und Know-how), die dem Auftraggeber vom Auftragnehmer oder im Namen des Auftragnehmers zur Verfügung gestellt werden, sind vertraulich und dürfen vom Auftraggeber zu keinem anderen Zweck als der Ausführung des Vertrages verwendet werden. xyxy=(106,499,417,553)
clause xyxy=(829,1196,1167,1228)
clause-text: Wenn der Auftragnehmer die ordnungsgemäße Durchführung der Leistung zu einem späteren Zeitpunkt wählt, dann bestimmt er nach eigenem Ermessen die Art und Weise und den Zeitpunkt der Durchführung. Der Auftraggeber muss dem Auftragnehmer in jedem Fall die Möglichkeit dazu bieten. Besteht die vereinbarte Leistung u.a. in der Verarbeitung des vom Auftraggeber beigestellten Materials, dann muss der Auftraggeber auf seine Kosten und Gefahr neues Material anliefern. xyxy=(856,743,1167,807)
article xyxy=(79,691,417,865)
clause-number: 7.2. xyxy=(454,282,468,293)
article-heading: Artikel 2: Angebote xyxy=(79,313,158,324)
clause-text: Vom Auftragnehmer kann nicht verlangt werden, dass er die in Punkt 5.5 genannte Prüfung unentgeltlich durchführt, es sei denn, es geht bereits aus der Angebotsanforderung hervor, dass der Auftraggeber die Verantwortung auf den Auftragnehmer übertragen möchte. xyxy=(106,1111,417,1154)
clause-number: 1.3. xyxy=(79,250,93,261)
clause-number: 22.1 xyxy=(1204,1216,1220,1227)
clause-number: 13.2. xyxy=(454,1456,473,1467)
clause xyxy=(79,1220,417,1284)
clause-number: 2.4. xyxy=(79,423,93,434)
clause-number: 15.6. xyxy=(829,828,848,839)
clause-text: Mit der Vertragserfüllung überträgt der Auftragnehmer keine geistigen Eigentumsrechte an den Auftraggeber. xyxy=(1231,979,1543,1000)
clause-text: Die im Angebot angegebenen Preise sind in Euro, ohne Umsatzsteuer und andere staatliche Abgaben oder Steuern. Darüber hinaus sind die Preise exklusive Reise-, Unterbringungs-, Verpackungs-, Lager- und Transportkosten sowie Kosten für die Be- und Entladung und Mitwirkung bei Zollformalitäten. xyxy=(106,380,417,423)
article xyxy=(454,216,792,410)
clause-number: 7.1. xyxy=(454,228,468,239)
clause xyxy=(79,574,417,617)
clause xyxy=(829,485,1167,517)
article xyxy=(1204,924,1543,1129)
clause-text: Bei nicht fristgerechter Zahlung ist der Auftraggeber verpflichtet, dem Auftragnehmer alle außergerichtlichen Kosten zu zahlen, mindestens jedoch 75 €. Diese Kosten werden nach der folgenden Tabelle berechnet (Hauptforderung einschließlich Zinsen): über die ersten 3.000,00 € 15% auf den übersteigenden Betrag bis zu 6.000,00 € 10% auf den übersteigenden Betrag bis zu 15.000,00 € 8% auf den übersteigenden Betrag bis zu 60.000,00 € 5% auf den übersteigenden Betrag ab 60.000,00 € 3% Wenn die außergerichtlichen Kosten höher sind als die sich aus der vorstehenden Berechnung ergebenden Kosten, dann sind die tatsächlich angefallenen außergerichtlichen Kosten fällig. xyxy=(1231,506,1543,602)
article xyxy=(454,1056,792,1315)
clause-text: Der Auftraggeber darf Rechte oder Pflichten aus einem Artikel dieser Allgemeinen Geschäftsbedingungen oder dem ihnen zugrunde liegenden Vertrag/Verträgen nur mit vorheriger schriftlicher Zustimmung des Auftragnehmers übertragen oder verpfänden. Diese Klausel hat dingliche Wirkung. xyxy=(1231,1150,1543,1194)
clause xyxy=(829,861,1167,882)
clause-number: 14.7. xyxy=(829,528,848,538)
clause-number xyxy=(1204,163,1231,174)
clause-text: Zu Lasten des Auftraggebers gehen: a. alle Transport- oder Versandkosten; b. Kosten für Demontage und Montage; c. Reise-, Unterkunfts- und Verpflegungskosten. xyxy=(856,828,1167,861)
clause-number: 9.2. xyxy=(454,530,468,541)
article xyxy=(829,1021,1167,1173)
clause-number: 12.3. xyxy=(454,1187,473,1198)
